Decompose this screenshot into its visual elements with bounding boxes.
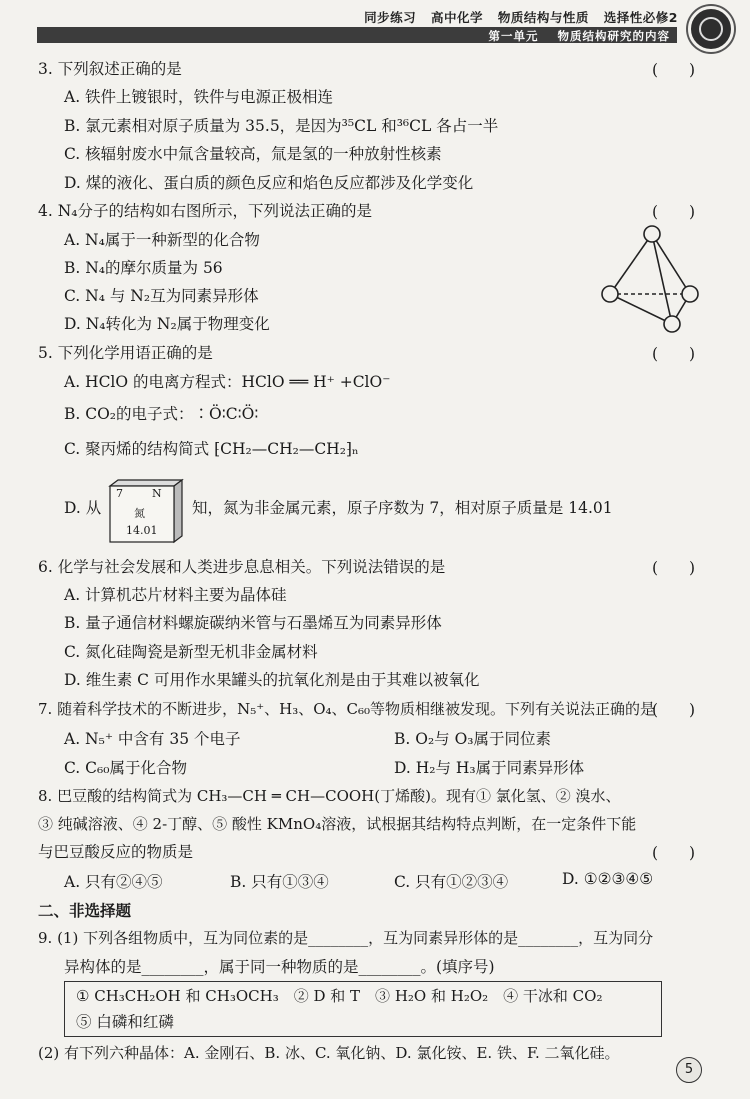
nitrogen-element-card — [108, 478, 184, 544]
element-number: 7 — [116, 487, 123, 500]
q8-option-c: C. 只有①②③④ — [394, 873, 509, 891]
header-item: 物质结构与性质 — [497, 10, 589, 25]
q9-list-line2: ⑤ 白磷和红磷 — [76, 1013, 174, 1031]
q8-option-d: D. ①②③④⑤ — [562, 870, 654, 888]
q4-stem: 4. N₄分子的结构如右图所示，下列说法正确的是 — [38, 202, 372, 220]
q5-answer-paren: ( ) — [652, 345, 696, 363]
page-number: 5 — [676, 1057, 702, 1083]
header-item: 选择性必修2 — [603, 10, 678, 25]
q8-stem-line1: 8. 巴豆酸的结构简式为 CH₃—CH ═ CH—COOH(丁烯酸)。现有① 氯化氢、② 溴水、 — [38, 787, 621, 805]
q9-line1: 9. (1) 下列各组物质中，互为同位素的是________，互为同素异形体的是________，互为同分 — [38, 929, 654, 947]
header-bar-text — [474, 28, 670, 44]
q8-option-b: B. 只有①③④ — [230, 873, 329, 891]
header-item: 高中化学 — [431, 10, 484, 25]
q6-option-c: C. 氮化硅陶瓷是新型无机非金属材料 — [64, 643, 318, 661]
q4-option-b: B. N₄的摩尔质量为 56 — [64, 259, 223, 277]
q3-option-a: A. 铁件上镀银时，铁件与电源正极相连 — [64, 88, 334, 106]
q7-answer-paren: ( ) — [652, 701, 696, 719]
header-title — [354, 8, 678, 26]
q7-option-b: B. O₂与 O₃属于同位素 — [394, 730, 552, 748]
q6-option-a: A. 计算机芯片材料主要为晶体硅 — [64, 586, 287, 604]
header-item: 同步练习 — [364, 10, 417, 25]
q9-list-line1: ① CH₃CH₂OH 和 CH₃OCH₃ ② D 和 T ③ H₂O 和 H₂O₂ ④ 干冰和 CO₂ — [76, 987, 603, 1005]
q4-answer-paren: ( ) — [652, 203, 696, 221]
n4-tetrahedron-diagram — [590, 218, 710, 336]
q3-option-c: C. 核辐射废水中氚含量较高，氚是氢的一种放射性核素 — [64, 145, 442, 163]
q6-option-d: D. 维生素 C 可用作水果罐头的抗氧化剂是由于其难以被氧化 — [64, 671, 480, 689]
q7-option-d: D. H₂与 H₃属于同素异形体 — [394, 759, 585, 777]
q5-option-a: A. HClO 的电离方程式：HClO ══ H⁺ +ClO⁻ — [64, 373, 391, 391]
q5-option-d-text: 知，氮为非金属元素，原子序数为 7，相对原子质量是 14.01 — [192, 499, 613, 517]
q4-option-c: C. N₄ 与 N₂互为同素异形体 — [64, 287, 259, 305]
unit-label: 第一单元 — [488, 29, 539, 43]
q8-answer-paren: ( ) — [652, 844, 696, 862]
q8-option-a: A. 只有②④⑤ — [64, 873, 163, 891]
q3-option-d: D. 煤的液化、蛋白质的颜色反应和焰色反应都涉及化学变化 — [64, 174, 474, 192]
q3-answer-paren: ( ) — [652, 61, 696, 79]
section-heading: 二、非选择题 — [38, 902, 132, 920]
q6-answer-paren: ( ) — [652, 559, 696, 577]
q5-option-d-prefix: D. 从 — [64, 499, 102, 517]
q7-option-c: C. C₆₀属于化合物 — [64, 759, 187, 777]
q6-option-b: B. 量子通信材料螺旋碳纳米管与石墨烯互为同素异形体 — [64, 614, 442, 632]
q7-option-a: A. N₅⁺ 中含有 35 个电子 — [64, 730, 241, 748]
q7-stem: 7. 随着科学技术的不断进步，N₅⁺、H₃、O₄、C₆₀等物质相继被发现。下列有关说法正确的是 — [38, 700, 656, 718]
element-symbol: N — [152, 487, 162, 500]
q4-option-a: A. N₄属于一种新型的化合物 — [64, 231, 260, 249]
unit-title: 物质结构研究的内容 — [557, 29, 670, 43]
q6-stem: 6. 化学与社会发展和人类进步息息相关。下列说法错误的是 — [38, 558, 446, 576]
q3-stem: 3. 下列叙述正确的是 — [38, 60, 182, 78]
element-name: 氮 — [134, 507, 145, 520]
element-mass: 14.01 — [126, 524, 158, 537]
q4-option-d: D. N₄转化为 N₂属于物理变化 — [64, 315, 270, 333]
q8-stem-line3: 与巴豆酸反应的物质是 — [38, 843, 194, 861]
q5-option-c: C. 聚丙烯的结构简式 ⁅CH₂—CH₂—CH₂⁆ₙ — [64, 440, 359, 458]
q3-option-b: B. 氯元素相对原子质量为 35.5，是因为³⁵CL 和³⁶CL 各占一半 — [64, 117, 499, 135]
q5-option-b: B. CO₂的电子式：∶Ö∶C∶Ö∶ — [64, 405, 259, 423]
q9-line3: (2) 有下列六种晶体：A. 金刚石、B. 冰、C. 氧化钠、D. 氯化铵、E. 铁、F. 二氧化硅。 — [38, 1044, 620, 1062]
q5-stem: 5. 下列化学用语正确的是 — [38, 344, 213, 362]
q8-stem-line2: ③ 纯碱溶液、④ 2-丁醇、⑤ 酸性 KMnO₄溶液，试根据其结构特点判断，在一定条件下能 — [38, 815, 637, 833]
globe-icon — [688, 6, 734, 52]
q9-line2: 异构体的是________，属于同一种物质的是________。(填序号) — [64, 958, 495, 976]
